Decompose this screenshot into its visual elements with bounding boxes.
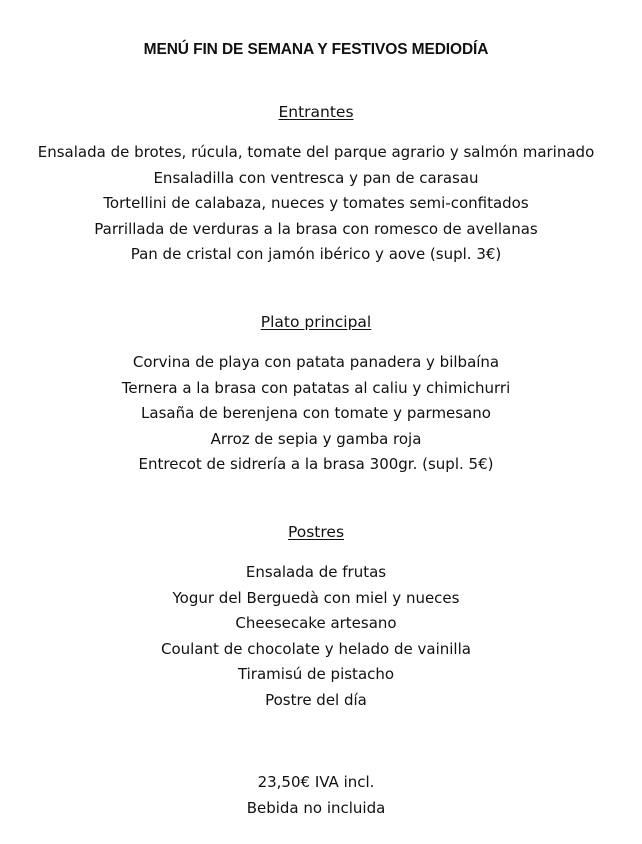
menu-item: Tortellini de calabaza, nueces y tomates semi-confitados (103, 194, 529, 212)
menu-item: Ensaladilla con ventresca y pan de carasau (153, 168, 479, 187)
drink-note: Bebida no incluida (246, 799, 386, 817)
menu-item: Parrillada de verduras a la brasa con romesco de avellanas (94, 219, 538, 238)
section-heading-postres: Postres (287, 523, 345, 541)
plato-principal-list (0, 350, 632, 478)
price-label: 23,50€ IVA incl. (257, 773, 375, 791)
menu-item: Lasaña de berenjena con tomate y parmesano (141, 404, 491, 422)
menu-item: Entrecot de sidrería a la brasa 300gr. (supl. 5€) (138, 455, 494, 473)
section-heading-entrantes: Entrantes (278, 103, 354, 121)
menu-item: Cheesecake artesano (235, 614, 397, 632)
section-postres (0, 522, 632, 713)
menu-item: Postre del día (265, 690, 367, 709)
section-plato-principal (0, 312, 632, 478)
menu-item: Yogur del Berguedà con miel y nueces (172, 588, 460, 607)
section-heading-plato-principal: Plato principal (260, 313, 372, 331)
menu-item: Ensalada de brotes, rúcula, tomate del parque agrario y salmón marinado (37, 143, 595, 161)
menu-item: Arroz de sepia y gamba roja (210, 429, 422, 448)
menu-item: Tiramisú de pistacho (237, 665, 395, 683)
entrantes-list (0, 140, 632, 268)
menu-item: Pan de cristal con jamón ibérico y aove (supl. 3€) (130, 245, 502, 263)
menu-item: Corvina de playa con patata panadera y bilbaína (132, 353, 500, 371)
menu-title: MENÚ FIN DE SEMANA Y FESTIVOS MEDIODÍA (143, 41, 489, 58)
menu-item: Coulant de chocolate y helado de vainilla (161, 639, 471, 658)
menu-footer (0, 769, 632, 821)
postres-list (0, 560, 632, 713)
section-entrantes (0, 102, 632, 268)
menu-item: Ternera a la brasa con patatas al caliu y chimichurri (121, 378, 511, 397)
menu-item: Ensalada de frutas (245, 563, 387, 581)
